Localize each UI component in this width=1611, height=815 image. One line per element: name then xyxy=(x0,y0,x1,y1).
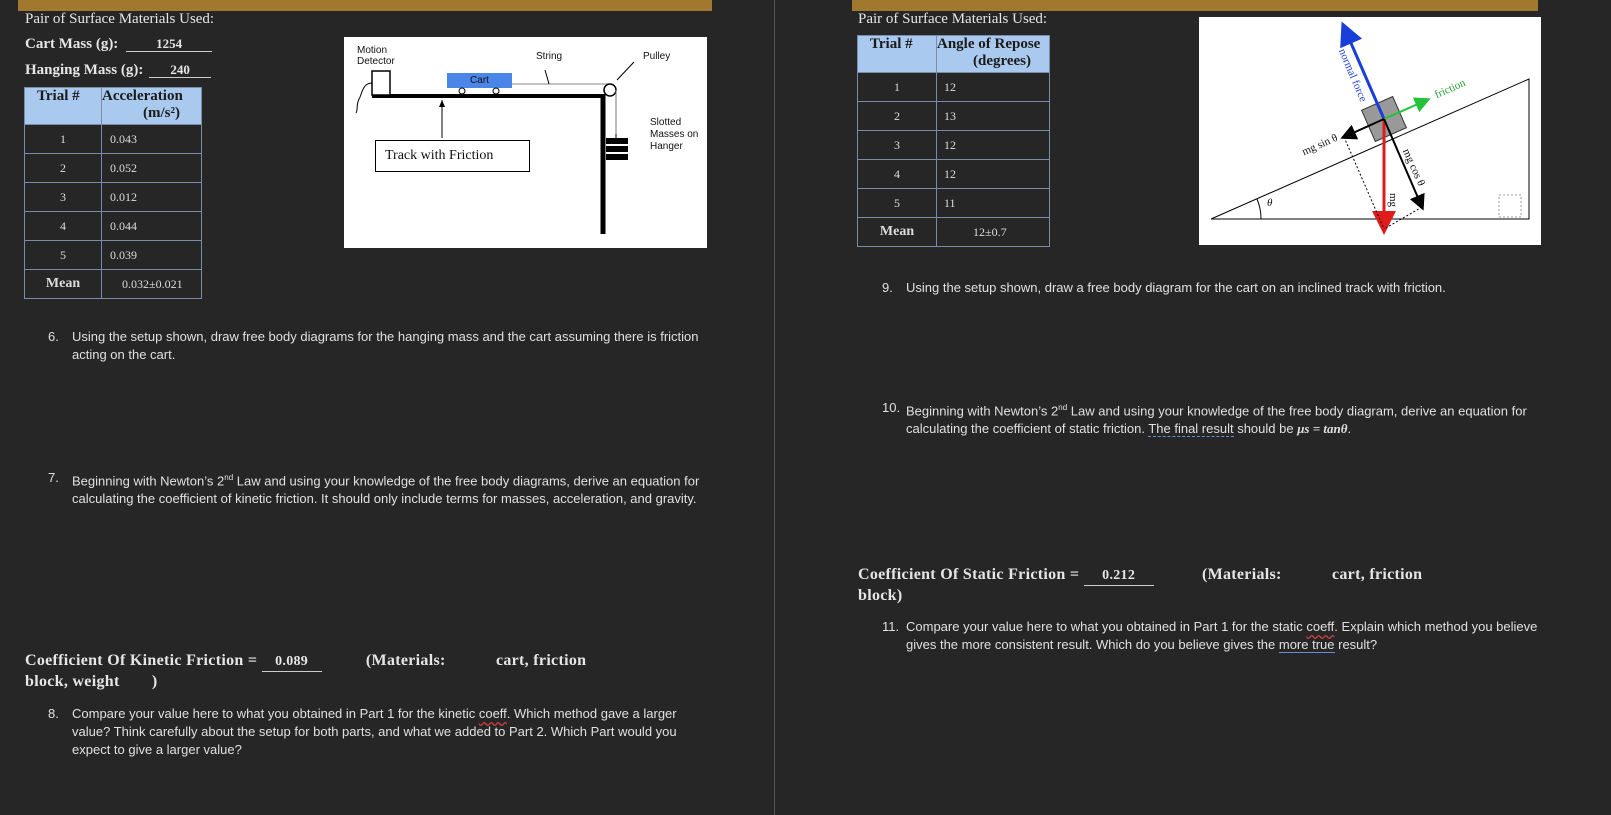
value-cell: 0.012 xyxy=(102,183,202,212)
coef-label: Coefficient Of Static Friction = xyxy=(858,566,1080,583)
hanging-mass-label: Hanging Mass (g): xyxy=(25,62,144,78)
trial-cell: 2 xyxy=(25,154,102,183)
table-header-trial: Trial # xyxy=(25,88,102,125)
value-cell: 0.052 xyxy=(102,154,202,183)
cart-label: Cart xyxy=(470,75,489,86)
motion-detector-label: Motion Detector xyxy=(357,45,395,67)
cart-mass-row xyxy=(25,36,212,53)
mg-sin-label: mg sin θ xyxy=(1300,131,1340,159)
question-text: Compare your value here to what you obtained in Part 1 for the static coeff. Explain which method you believe gives the more consistent result. Which do you believe gives the more true result? xyxy=(906,619,1538,652)
materials-header: Pair of Surface Materials Used: xyxy=(858,11,1048,27)
trial-cell: 3 xyxy=(858,131,937,160)
table-header-trial: Trial # xyxy=(858,36,937,73)
trial-cell: 3 xyxy=(25,183,102,212)
trial-cell: 1 xyxy=(25,125,102,154)
question-number: 6. xyxy=(48,329,59,344)
table-row xyxy=(858,189,1050,218)
materials-header: Pair of Surface Materials Used: xyxy=(25,11,215,27)
table-row-mean xyxy=(858,218,1050,247)
value-cell: 12 xyxy=(937,160,1050,189)
value-cell: 12 xyxy=(937,131,1050,160)
trial-cell: 2 xyxy=(858,102,937,131)
table-row xyxy=(858,102,1050,131)
question-number: 10. xyxy=(882,400,901,415)
question-number: 11. xyxy=(882,619,900,634)
kinetic-friction-result: Coefficient Of Kinetic Friction = 0.089 (Materials: cart, friction block, weight ) xyxy=(25,652,587,690)
table-header-angle xyxy=(937,36,1050,73)
coef-value: 0.089 xyxy=(262,652,322,672)
value-cell: 0.044 xyxy=(102,212,202,241)
trial-cell: 4 xyxy=(25,212,102,241)
incline-figure xyxy=(1199,17,1541,245)
value-cell: 12 xyxy=(937,73,1050,102)
table-row xyxy=(25,125,202,154)
left-page xyxy=(0,0,775,815)
angle-header-line2: (degrees) xyxy=(972,53,1032,69)
static-friction-result xyxy=(858,565,1558,605)
angle-header-line1: Angle of Repose xyxy=(937,36,1041,52)
mean-value: 12±0.7 xyxy=(937,218,1050,247)
question-text: Compare your value here to what you obtained in Part 1 for the kinetic coeff. Which method gave a larger value? Think carefully about the setup for both parts, and what we added to Part 2. Which Part would you expect to give a larger value? xyxy=(72,706,677,757)
question-number: 8. xyxy=(48,706,59,721)
right-page xyxy=(792,0,1611,815)
acceleration-header-line1: Acceleration xyxy=(102,88,183,104)
page-top-bar xyxy=(852,0,1538,11)
track-label: Track with Friction xyxy=(375,140,530,172)
materials-label: (Materials: xyxy=(365,652,446,669)
value-cell: 0.039 xyxy=(102,241,202,270)
coef-label: Coefficient Of Kinetic Friction = xyxy=(25,652,258,669)
question-text: Beginning with Newton’s 2nd Law and using your knowledge of the free body diagrams, derive an equation for calculating the coefficient of kinetic friction. It should only include terms for masses, acceleration, and gravity. xyxy=(72,473,700,507)
theta-label: θ xyxy=(1267,197,1273,209)
trial-cell: 5 xyxy=(858,189,937,218)
question-text: Using the setup shown, draw free body diagrams for the hanging mass and the cart assuming there is friction acting on the cart. xyxy=(72,329,699,362)
trial-cell: 5 xyxy=(25,241,102,270)
question-10 xyxy=(882,399,1542,438)
table-row xyxy=(858,131,1050,160)
table-row xyxy=(858,73,1050,102)
question-text: Beginning with Newton’s 2nd Law and using your knowledge of the free body diagram, derive an equation for calculating the coefficient of static friction. The final result should be μs = tanθ. xyxy=(906,403,1527,437)
mg-cos-label: mg cos θ xyxy=(1400,147,1428,188)
mg-label: mg xyxy=(1387,193,1399,208)
setup-figure xyxy=(344,37,707,248)
acceleration-table xyxy=(24,87,202,299)
table-header-acceleration xyxy=(102,88,202,125)
value-cell: 13 xyxy=(937,102,1050,131)
materials-value: cart, friction xyxy=(1331,566,1423,583)
materials-value-cont: block) xyxy=(858,587,903,604)
coef-value: 0.212 xyxy=(1084,566,1154,586)
pulley-label: Pulley xyxy=(643,51,671,62)
mean-label: Mean xyxy=(858,218,937,247)
cart-mass-value: 1254 xyxy=(126,37,212,52)
page-top-bar xyxy=(18,0,712,11)
trial-cell: 4 xyxy=(858,160,937,189)
normal-force-label: normal force xyxy=(1335,47,1370,104)
hanging-mass-row xyxy=(25,62,211,79)
question-number: 7. xyxy=(48,470,59,485)
hanging-mass-value: 240 xyxy=(149,63,211,78)
mean-value: 0.032±0.021 xyxy=(102,270,202,299)
slotted-masses-label: Slotted Masses on Hanger xyxy=(650,117,699,152)
friction-label: friction xyxy=(1432,76,1468,102)
table-row-mean xyxy=(25,270,202,299)
question-6 xyxy=(48,328,708,364)
page-divider xyxy=(774,0,775,815)
trial-cell: 1 xyxy=(858,73,937,102)
table-row xyxy=(25,241,202,270)
value-cell: 0.043 xyxy=(102,125,202,154)
angle-table xyxy=(857,35,1050,247)
table-row xyxy=(858,160,1050,189)
question-text: Using the setup shown, draw a free body diagram for the cart on an inclined track with friction. xyxy=(906,280,1446,295)
materials-value-cont: block, weight xyxy=(25,673,120,690)
materials-value: cart, friction xyxy=(495,652,587,669)
question-8 xyxy=(48,705,708,759)
incline-diagram xyxy=(1199,17,1541,245)
table-row xyxy=(25,212,202,241)
acceleration-header-line2: (m/s²) xyxy=(143,105,180,121)
table-row xyxy=(25,183,202,212)
question-9 xyxy=(882,279,1602,297)
string-label: String xyxy=(536,51,563,62)
cart-mass-label: Cart Mass (g): xyxy=(25,36,119,52)
materials-label: (Materials: xyxy=(1201,566,1282,583)
question-7 xyxy=(48,469,708,508)
question-11 xyxy=(882,618,1542,654)
table-row xyxy=(25,154,202,183)
mean-label: Mean xyxy=(25,270,102,299)
question-number: 9. xyxy=(882,280,893,295)
value-cell: 11 xyxy=(937,189,1050,218)
